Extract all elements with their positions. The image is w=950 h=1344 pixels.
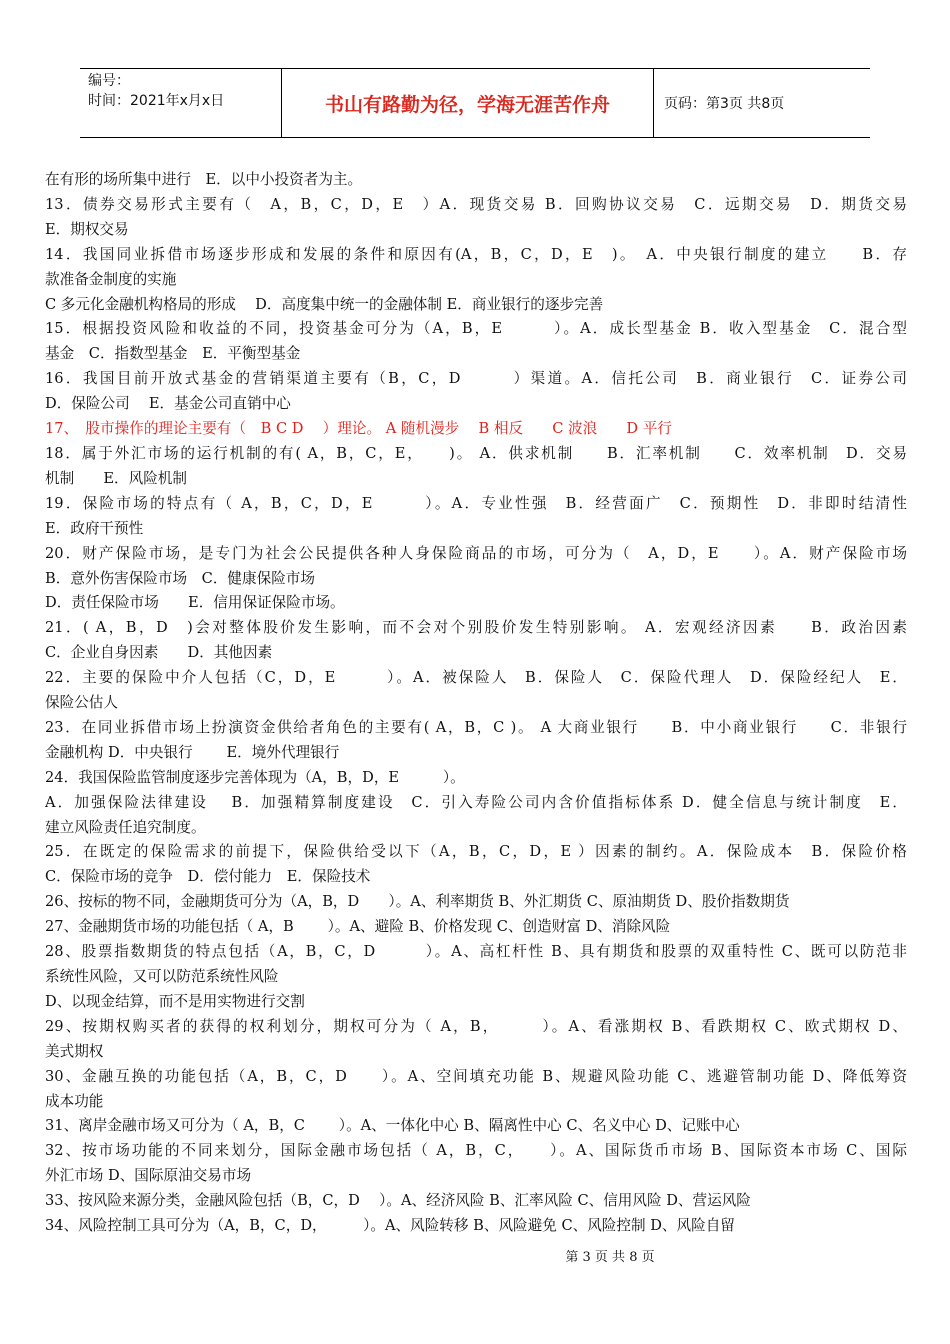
text-line: 30、金融互换的功能包括（A，B，C，D ）。A、空间填充功能 B、规避风险功能 C、逃避管制功能 D、降低筹资 [45, 1067, 907, 1085]
text-line: B．意外伤害保险市场 C．健康保险市场 [45, 569, 315, 587]
footer-page-number: 第 3 页 共 8 页 [565, 1250, 655, 1265]
text-line: C．保险市场的竞争 D．偿付能力 E．保险技术 [45, 868, 371, 886]
document-body [45, 168, 907, 1239]
text-line: 27、金融期货市场的功能包括（ A，B ）。A、避险 B、价格发现 C、创造财富 D、消除风险 [45, 918, 671, 936]
text-line: C．企业自身因素 D．其他因素 [45, 644, 273, 662]
text-line: D．责任保险市场 E．信用保证保险市场。 [45, 594, 345, 612]
text-line: 22．主要的保险中介人包括（C，D，E ）。A．被保险人 B．保险人 C．保险代理人 D．保险经纪人 E． [45, 669, 907, 687]
text-line: 16．我国目前开放式基金的营销渠道主要有（B，C，D ）渠道。A．信托公司 B．商业银行 C．证券公司 [45, 370, 907, 388]
text-line: 美式期权 [45, 1042, 104, 1060]
text-line: 32、按市场功能的不同来划分，国际金融市场包括（ A，B，C， ）。A、国际货币市场 B、国际资本市场 C、国际 [45, 1142, 907, 1160]
text-line: 14．我国同业拆借市场逐步形成和发展的条件和原因有(A，B，C，D，E )。 A．中央银行制度的建立 B．存 [45, 245, 907, 263]
text-line: E．期权交易 [45, 220, 129, 238]
text-line: 19．保险市场的特点有（ A，B，C，D，E ）。A．专业性强 B．经营面广 C．预期性 D．非即时结清性 [45, 494, 907, 512]
text-line: 28、股票指数期货的特点包括（A，B，C，D ）。A、高杠杆性 B、具有期货和股票的双重特性 C、既可以防范非 [45, 943, 907, 961]
text-line: 33、按风险来源分类，金融风险包括（B，C，D ）。A、经济风险 B、汇率风险 C、信用风险 D、营运风险 [45, 1192, 751, 1210]
text-line: D、以现金结算，而不是用实物进行交割 [45, 992, 305, 1010]
text-line: A．加强保险法律建设 B．加强精算制度建设 C．引入寿险公司内含价值指标体系 D．健全信息与统计制度 E． [45, 793, 907, 811]
text-line: 系统性风险，又可以防范系统性风险 [45, 968, 279, 985]
motto-text: 书山有路勤为径，学海无涯苦作舟 [324, 93, 610, 116]
page-footer [0, 1246, 950, 1265]
text-line: 在有形的场所集中进行 E．以中小投资者为主。 [45, 171, 363, 188]
text-line: 20．财产保险市场，是专门为社会公民提供各种人身保险商品的市场，可分为（ A，D，E ）。A．财产保险市场 [45, 544, 907, 562]
document-time-label: 时间：2021年x月x日 [88, 93, 225, 109]
text-line: 13．债券交易形式主要有（ A，B，C，D，E ）A．现货交易 B．回购协议交易 C．远期交易 D．期货交易 [45, 195, 907, 213]
header-meta [80, 69, 282, 137]
text-line: 机制 E．风险机制 [45, 469, 187, 487]
header-motto [282, 69, 654, 137]
header-page [654, 69, 870, 137]
text-line: 保险公估人 [45, 694, 118, 712]
text-line: C 多元化金融机构格局的形成 D．高度集中统一的金融体制 E．商业银行的逐步完善 [45, 295, 604, 313]
text-line: 基金 C．指数型基金 E．平衡型基金 [45, 345, 301, 363]
text-line: 成本功能 [45, 1092, 104, 1110]
text-line: 金融机构 D．中央银行 E．境外代理银行 [45, 743, 340, 761]
text-line: 18．属于外汇市场的运行机制的有( A，B，C，E， )。 A．供求机制 B．汇率机制 C．效率机制 D．交易 [45, 444, 907, 462]
text-line: 21．( A，B，D )会对整体股价发生影响，而不会对个别股价发生特别影响。 A．宏观经济因素 B．政治因素 [45, 619, 907, 637]
text-line: 31、离岸金融市场又可分为（ A，B，C ）。A、一体化中心 B、隔离性中心 C、名义中心 D、记账中心 [45, 1117, 740, 1135]
text-line: D．保险公司 E．基金公司直销中心 [45, 395, 291, 413]
header-page-label: 页码：第3页 共8页 [664, 96, 785, 112]
text-line: 26、按标的物不同，金融期货可分为（A，B，D ）。A、利率期货 B、外汇期货 C、原油期货 D、股价指数期货 [45, 893, 790, 911]
page-header [80, 68, 870, 138]
text-line: 29、按期权购买者的获得的权利划分，期权可分为（ A，B， ）。A、看涨期权 B、看跌期权 C、欧式期权 D、 [45, 1017, 907, 1035]
text-line: 外汇市场 D、国际原油交易市场 [45, 1167, 252, 1185]
document-number-label: 编号： [88, 73, 130, 89]
text-line: 23．在同业拆借市场上扮演资金供给者角色的主要有( A，B，C )。 A 大商业银行 B．中小商业银行 C．非银行 [45, 718, 907, 736]
text-line: 15．根据投资风险和收益的不同，投资基金可分为（A，B，E ）。A．成长型基金 B．收入型基金 C．混合型 [45, 320, 907, 338]
text-line: 款准备金制度的实施 [45, 270, 177, 288]
text-line: 17、 股市操作的理论主要有（ B C D ）理论。 A 随机漫步 B 相反 C 波浪 D 平行 [45, 420, 672, 438]
text-line: 建立风险责任追究制度。 [45, 818, 206, 836]
text-line: 24．我国保险监管制度逐步完善体现为（A，B，D，E ）。 [45, 768, 465, 786]
text-line: 25．在既定的保险需求的前提下，保险供给受以下（A，B，C，D，E ）因素的制约。A．保险成本 B．保险价格 [45, 843, 907, 861]
text-line: 34、风险控制工具可分为（A，B，C，D， ）。A、风险转移 B、风险避免 C、风险控制 D、风险自留 [45, 1217, 735, 1235]
text-line: E．政府干预性 [45, 519, 144, 537]
